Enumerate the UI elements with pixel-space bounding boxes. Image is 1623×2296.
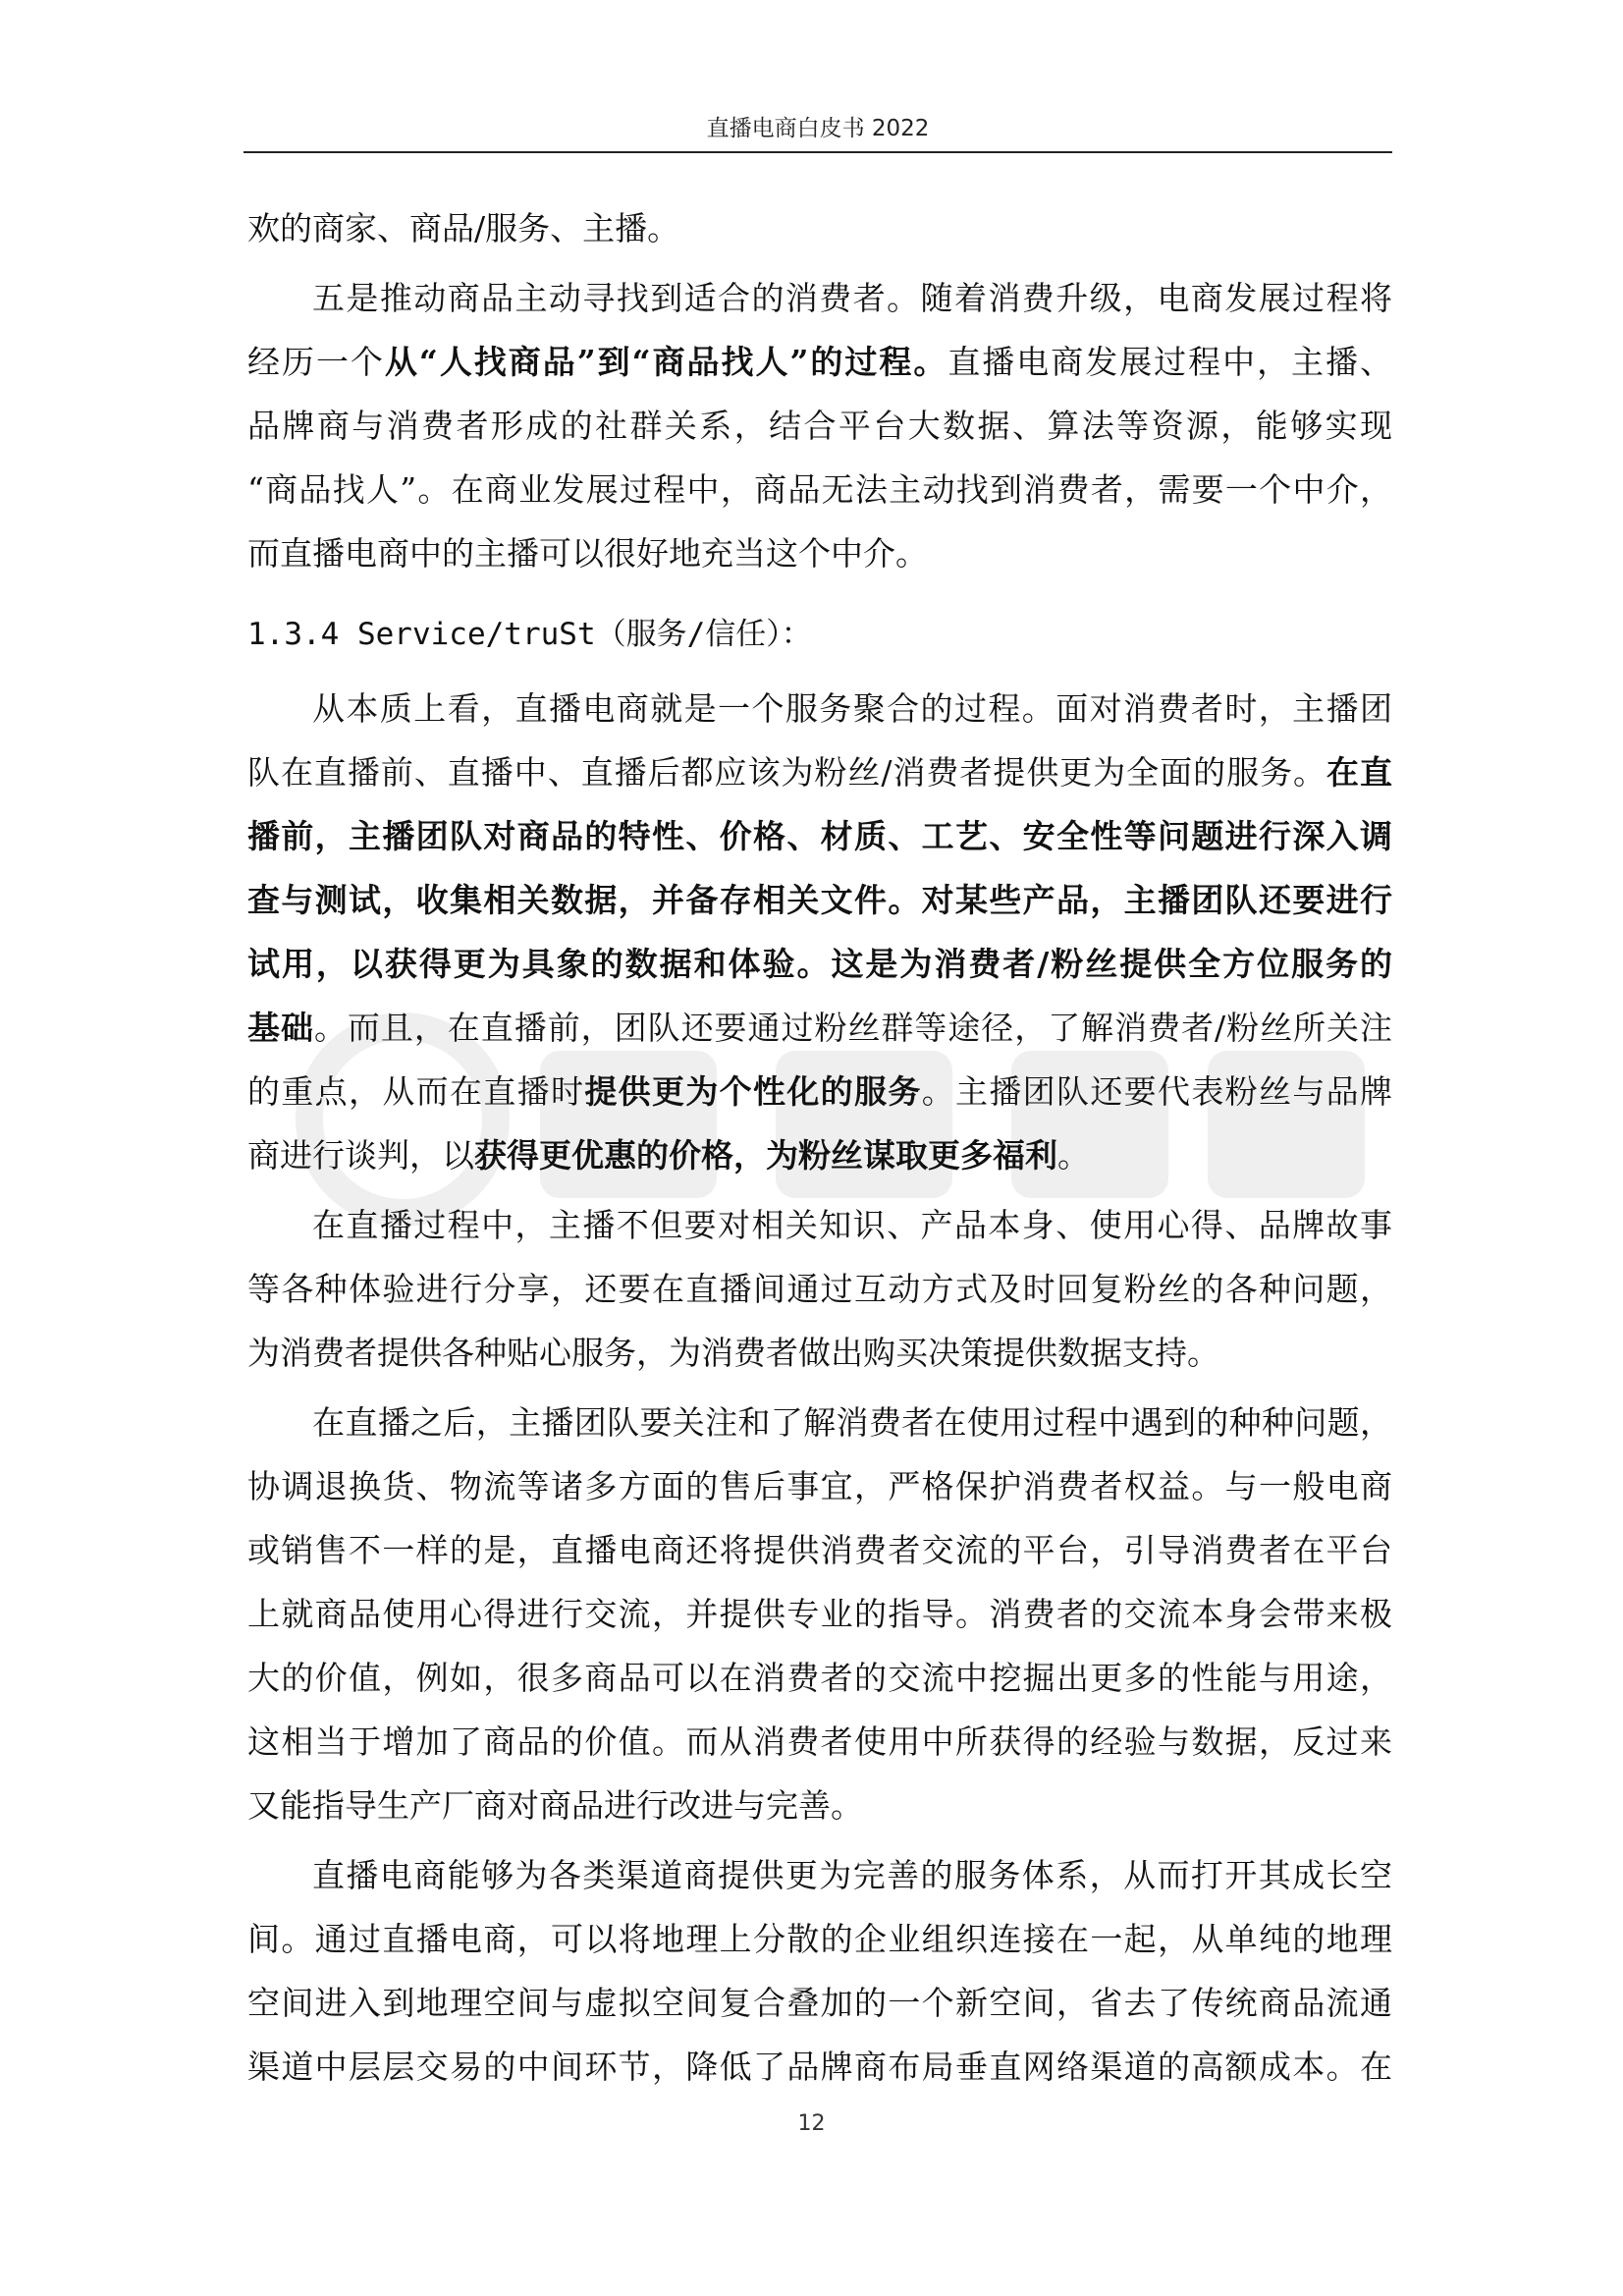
text-line xyxy=(247,1454,1392,1518)
text-line xyxy=(247,266,1392,330)
text-span: 五是推动商品主动寻找到适合的消费者。随着消费升级，电商发展过程将 xyxy=(312,279,1392,317)
text-span: 协调退换货、物流等诸多方面的售后事宜，严格保护消费者权益。与一般电商 xyxy=(247,1467,1392,1505)
text-span: 。 xyxy=(1057,1136,1090,1175)
bold-text: 提供更为个性化的服务 xyxy=(584,1072,922,1111)
text-span: 欢的商家、商品/服务、主播。 xyxy=(247,209,680,247)
text-line xyxy=(247,1391,1392,1454)
text-span: 直播电商能够为各类渠道商提供更为完善的服务体系，从而打开其成长空 xyxy=(312,1856,1392,1894)
text-span: 又能指导生产厂商对商品进行改进与完善。 xyxy=(247,1786,863,1825)
text-line xyxy=(247,330,1392,394)
text-span: 。而且，在直播前，团队还要通过粉丝群等途径，了解消费者/粉丝所关注 xyxy=(313,1009,1392,1047)
text-span: 大的价值，例如，很多商品可以在消费者的交流中挖掘出更多的性能与用途， xyxy=(247,1659,1392,1697)
text-line xyxy=(247,868,1392,932)
text-span: “商品找人”。在商业发展过程中，商品无法主动找到消费者，需要一个中介， xyxy=(247,470,1392,509)
text-line xyxy=(247,1646,1392,1710)
header-divider xyxy=(243,151,1392,153)
text-span: 商进行谈判，以 xyxy=(247,1136,474,1175)
text-line xyxy=(247,1843,1392,1907)
text-line xyxy=(247,996,1392,1060)
text-line xyxy=(247,1060,1392,1123)
text-line xyxy=(247,677,1392,740)
text-line xyxy=(247,458,1392,521)
text-line xyxy=(247,1518,1392,1582)
text-line xyxy=(247,1971,1392,2035)
text-span: 。主播团队还要代表粉丝与品牌 xyxy=(921,1072,1393,1111)
text-line xyxy=(247,1321,1392,1385)
text-line xyxy=(247,1123,1392,1187)
bold-text: 获得更优惠的价格，为粉丝谋取更多福利 xyxy=(474,1136,1057,1175)
bold-text: 查与测试，收集相关数据，并备存相关文件。对某些产品，主播团队还要进行 xyxy=(247,881,1392,919)
text-span: 在直播过程中，主播不但要对相关知识、产品本身、使用心得、品牌故事 xyxy=(312,1206,1392,1244)
text-line xyxy=(247,1774,1392,1837)
running-header: 直播电商白皮书 2022 xyxy=(706,116,930,141)
text-span: 而直播电商中的主播可以很好地充当这个中介。 xyxy=(247,534,928,573)
page-number: 12 xyxy=(797,2111,826,2136)
text-span: 为消费者提供各种贴心服务，为消费者做出购买决策提供数据支持。 xyxy=(247,1334,1219,1372)
text-span: 等各种体验进行分享，还要在直播间通过互动方式及时回复粉丝的各种问题， xyxy=(247,1270,1392,1308)
text-span: 空间进入到地理空间与虚拟空间复合叠加的一个新空间，省去了传统商品流通 xyxy=(247,1984,1392,2022)
text-line xyxy=(247,394,1392,458)
text-span: 在直播之后，主播团队要关注和了解消费者在使用过程中遇到的种种问题， xyxy=(312,1403,1392,1442)
text-span: 经历一个 xyxy=(247,343,385,381)
bold-text: 在直 xyxy=(1326,753,1392,792)
text-span: 直播电商发展过程中，主播、 xyxy=(947,343,1392,381)
text-span: 1.3.4 Service/truSt（服务/信任）： xyxy=(247,617,812,652)
bold-text: 基础 xyxy=(247,1009,314,1047)
text-span: 这相当于增加了商品的价值。而从消费者使用中所获得的经验与数据，反过来 xyxy=(247,1722,1392,1761)
text-span: 队在直播前、直播中、直播后都应该为粉丝/消费者提供更为全面的服务。 xyxy=(247,753,1327,792)
text-span: 或销售不一样的是，直播电商还将提供消费者交流的平台，引导消费者在平台 xyxy=(247,1531,1392,1569)
text-line xyxy=(247,1582,1392,1646)
text-span: 从本质上看，直播电商就是一个服务聚合的过程。面对消费者时，主播团 xyxy=(312,689,1392,728)
body-text xyxy=(247,196,1392,2099)
text-line xyxy=(247,804,1392,868)
bold-text: 试用，以获得更为具象的数据和体验。这是为消费者/粉丝提供全方位服务的 xyxy=(247,945,1392,983)
text-line xyxy=(247,1193,1392,1257)
text-span: 的重点，从而在直播时 xyxy=(247,1072,585,1111)
text-span: 上就商品使用心得进行交流，并提供专业的指导。消费者的交流本身会带来极 xyxy=(247,1595,1392,1633)
bold-text: 播前，主播团队对商品的特性、价格、材质、工艺、安全性等问题进行深入调 xyxy=(247,817,1392,855)
text-span: 品牌商与消费者形成的社群关系，结合平台大数据、算法等资源，能够实现 xyxy=(247,407,1392,445)
text-line xyxy=(247,1257,1392,1321)
text-line xyxy=(247,2035,1392,2099)
text-line xyxy=(247,740,1392,804)
text-line xyxy=(247,1907,1392,1971)
text-line xyxy=(247,521,1392,585)
section-heading xyxy=(247,603,1392,667)
text-line xyxy=(247,196,1392,260)
text-line xyxy=(247,932,1392,996)
text-span: 间。通过直播电商，可以将地理上分散的企业组织连接在一起，从单纯的地理 xyxy=(247,1920,1392,1958)
text-line xyxy=(247,1710,1392,1774)
text-span: 渠道中层层交易的中间环节，降低了品牌商布局垂直网络渠道的高额成本。在 xyxy=(247,2048,1392,2086)
bold-text: 从“人找商品”到“商品找人”的过程。 xyxy=(384,343,948,381)
